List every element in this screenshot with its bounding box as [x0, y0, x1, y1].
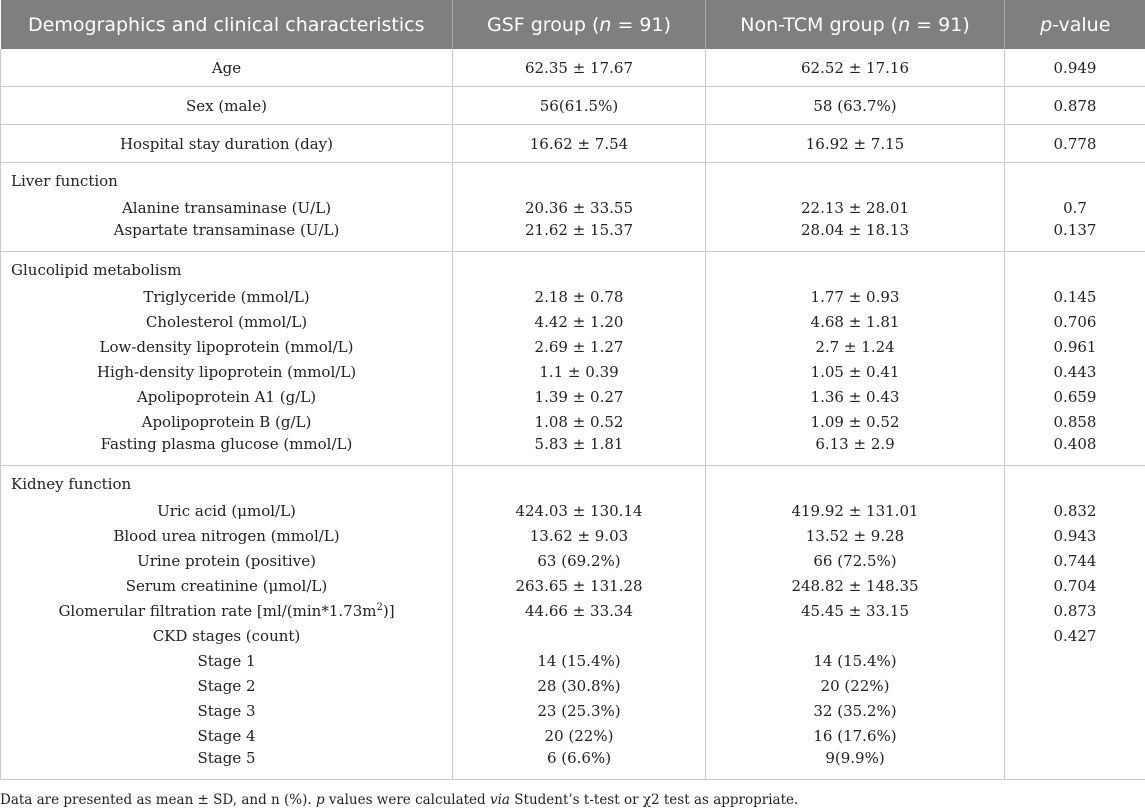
header-non-tcm-group: Non-TCM group (n = 91): [706, 0, 1005, 49]
p-value: 0.443: [1005, 359, 1145, 384]
p-value: 0.408: [1005, 434, 1145, 466]
non-tcm-value: 1.77 ± 0.93: [706, 284, 1005, 309]
row-label: CKD stages (count): [1, 623, 453, 648]
gsf-value: 62.35 ± 17.67: [453, 49, 706, 87]
gsf-value: 424.03 ± 130.14: [453, 498, 706, 523]
table-row: [1, 220, 1145, 252]
non-tcm-value: 20 (22%): [706, 673, 1005, 698]
table-row: [1, 284, 1145, 309]
p-value: 0.949: [1005, 49, 1145, 87]
row-label: Alanine transaminase (U/L): [1, 195, 453, 220]
table-row: [1, 523, 1145, 548]
table-row: [1, 384, 1145, 409]
table-row: [1, 434, 1145, 466]
non-tcm-value: 2.7 ± 1.24: [706, 334, 1005, 359]
table-row: [1, 195, 1145, 220]
header-characteristics: Demographics and clinical characteristics: [1, 0, 453, 49]
non-tcm-value: 1.36 ± 0.43: [706, 384, 1005, 409]
non-tcm-value: 22.13 ± 28.01: [706, 195, 1005, 220]
row-label: Sex (male): [1, 87, 453, 125]
section-title: Liver function: [1, 163, 453, 196]
p-value: 0.659: [1005, 384, 1145, 409]
gsf-value: 23 (25.3%): [453, 698, 706, 723]
gsf-value: 1.1 ± 0.39: [453, 359, 706, 384]
row-label: Triglyceride (mmol/L): [1, 284, 453, 309]
table-row: [1, 623, 1145, 648]
row-label: Stage 2: [1, 673, 453, 698]
row-label: Stage 3: [1, 698, 453, 723]
table-row: [1, 723, 1145, 748]
table-row: [1, 673, 1145, 698]
p-value: 0.778: [1005, 125, 1145, 163]
non-tcm-value: 66 (72.5%): [706, 548, 1005, 573]
row-label: Age: [1, 49, 453, 87]
p-value: 0.427: [1005, 623, 1145, 648]
p-value: 0.137: [1005, 220, 1145, 252]
table-row: [1, 498, 1145, 523]
row-label: Stage 4: [1, 723, 453, 748]
gsf-value: 63 (69.2%): [453, 548, 706, 573]
section-header-kidney: [1, 466, 1145, 499]
non-tcm-value: 45.45 ± 33.15: [706, 598, 1005, 623]
gsf-value: 1.08 ± 0.52: [453, 409, 706, 434]
table-row: [1, 548, 1145, 573]
non-tcm-value: 62.52 ± 17.16: [706, 49, 1005, 87]
row-label: High-density lipoprotein (mmol/L): [1, 359, 453, 384]
non-tcm-value: 13.52 ± 9.28: [706, 523, 1005, 548]
row-label: Apolipoprotein B (g/L): [1, 409, 453, 434]
p-value: 0.832: [1005, 498, 1145, 523]
gsf-value: 2.18 ± 0.78: [453, 284, 706, 309]
non-tcm-value: 1.09 ± 0.52: [706, 409, 1005, 434]
gsf-value: 4.42 ± 1.20: [453, 309, 706, 334]
non-tcm-value: 16 (17.6%): [706, 723, 1005, 748]
gsf-value: 13.62 ± 9.03: [453, 523, 706, 548]
gsf-value: 16.62 ± 7.54: [453, 125, 706, 163]
non-tcm-value: 9(9.9%): [706, 748, 1005, 780]
table-row: [1, 334, 1145, 359]
p-value: 0.878: [1005, 87, 1145, 125]
table-row: [1, 748, 1145, 780]
gsf-value: 1.39 ± 0.27: [453, 384, 706, 409]
section-title: Glucolipid metabolism: [1, 252, 453, 285]
gsf-value: 6 (6.6%): [453, 748, 706, 780]
row-label: Uric acid (μmol/L): [1, 498, 453, 523]
non-tcm-value: 6.13 ± 2.9: [706, 434, 1005, 466]
table-row: [1, 598, 1145, 623]
table-row: [1, 49, 1145, 87]
gsf-value: 20.36 ± 33.55: [453, 195, 706, 220]
row-label: Apolipoprotein A1 (g/L): [1, 384, 453, 409]
p-value: 0.961: [1005, 334, 1145, 359]
non-tcm-value: 32 (35.2%): [706, 698, 1005, 723]
table-row: [1, 125, 1145, 163]
non-tcm-value: 28.04 ± 18.13: [706, 220, 1005, 252]
gsf-value: 44.66 ± 33.34: [453, 598, 706, 623]
gsf-value: 20 (22%): [453, 723, 706, 748]
header-row: [1, 0, 1145, 49]
row-label: Stage 5: [1, 748, 453, 780]
table-row: [1, 359, 1145, 384]
table-row: [1, 573, 1145, 598]
header-gsf-group: GSF group (n = 91): [453, 0, 706, 49]
row-label: Aspartate transaminase (U/L): [1, 220, 453, 252]
row-label: Hospital stay duration (day): [1, 125, 453, 163]
p-value: 0.704: [1005, 573, 1145, 598]
gsf-value: 56(61.5%): [453, 87, 706, 125]
p-value: 0.7: [1005, 195, 1145, 220]
non-tcm-value: 4.68 ± 1.81: [706, 309, 1005, 334]
row-label: Urine protein (positive): [1, 548, 453, 573]
row-label: Low-density lipoprotein (mmol/L): [1, 334, 453, 359]
p-value: 0.873: [1005, 598, 1145, 623]
non-tcm-value: 419.92 ± 131.01: [706, 498, 1005, 523]
table-footnote: Data are presented as mean ± SD, and n (%). p values were calculated via Student’s t-test or χ2 test as appropriate.: [0, 792, 799, 808]
section-header-liver: [1, 163, 1145, 196]
gsf-value: 263.65 ± 131.28: [453, 573, 706, 598]
gsf-value: 2.69 ± 1.27: [453, 334, 706, 359]
row-label: Cholesterol (mmol/L): [1, 309, 453, 334]
non-tcm-value: 248.82 ± 148.35: [706, 573, 1005, 598]
table-row: [1, 309, 1145, 334]
table-row: [1, 87, 1145, 125]
section-header-glucolipid: [1, 252, 1145, 285]
row-label: Fasting plasma glucose (mmol/L): [1, 434, 453, 466]
table-row: [1, 648, 1145, 673]
gsf-value: 14 (15.4%): [453, 648, 706, 673]
non-tcm-value: 14 (15.4%): [706, 648, 1005, 673]
non-tcm-value: 1.05 ± 0.41: [706, 359, 1005, 384]
table-row: [1, 698, 1145, 723]
row-label: Blood urea nitrogen (mmol/L): [1, 523, 453, 548]
p-value: 0.706: [1005, 309, 1145, 334]
row-label: Stage 1: [1, 648, 453, 673]
non-tcm-value: 16.92 ± 7.15: [706, 125, 1005, 163]
p-value: 0.744: [1005, 548, 1145, 573]
section-title: Kidney function: [1, 466, 453, 499]
gsf-value: 21.62 ± 15.37: [453, 220, 706, 252]
header-p-value: p-value: [1005, 0, 1145, 49]
row-label: Glomerular filtration rate $[ml/(\min*1.73m^2)]$: [1, 598, 453, 623]
p-value: 0.943: [1005, 523, 1145, 548]
table-row: [1, 409, 1145, 434]
gsf-value: 5.83 ± 1.81: [453, 434, 706, 466]
p-value: 0.145: [1005, 284, 1145, 309]
row-label: Serum creatinine (μmol/L): [1, 573, 453, 598]
non-tcm-value: 58 (63.7%): [706, 87, 1005, 125]
p-value: 0.858: [1005, 409, 1145, 434]
gsf-value: 28 (30.8%): [453, 673, 706, 698]
